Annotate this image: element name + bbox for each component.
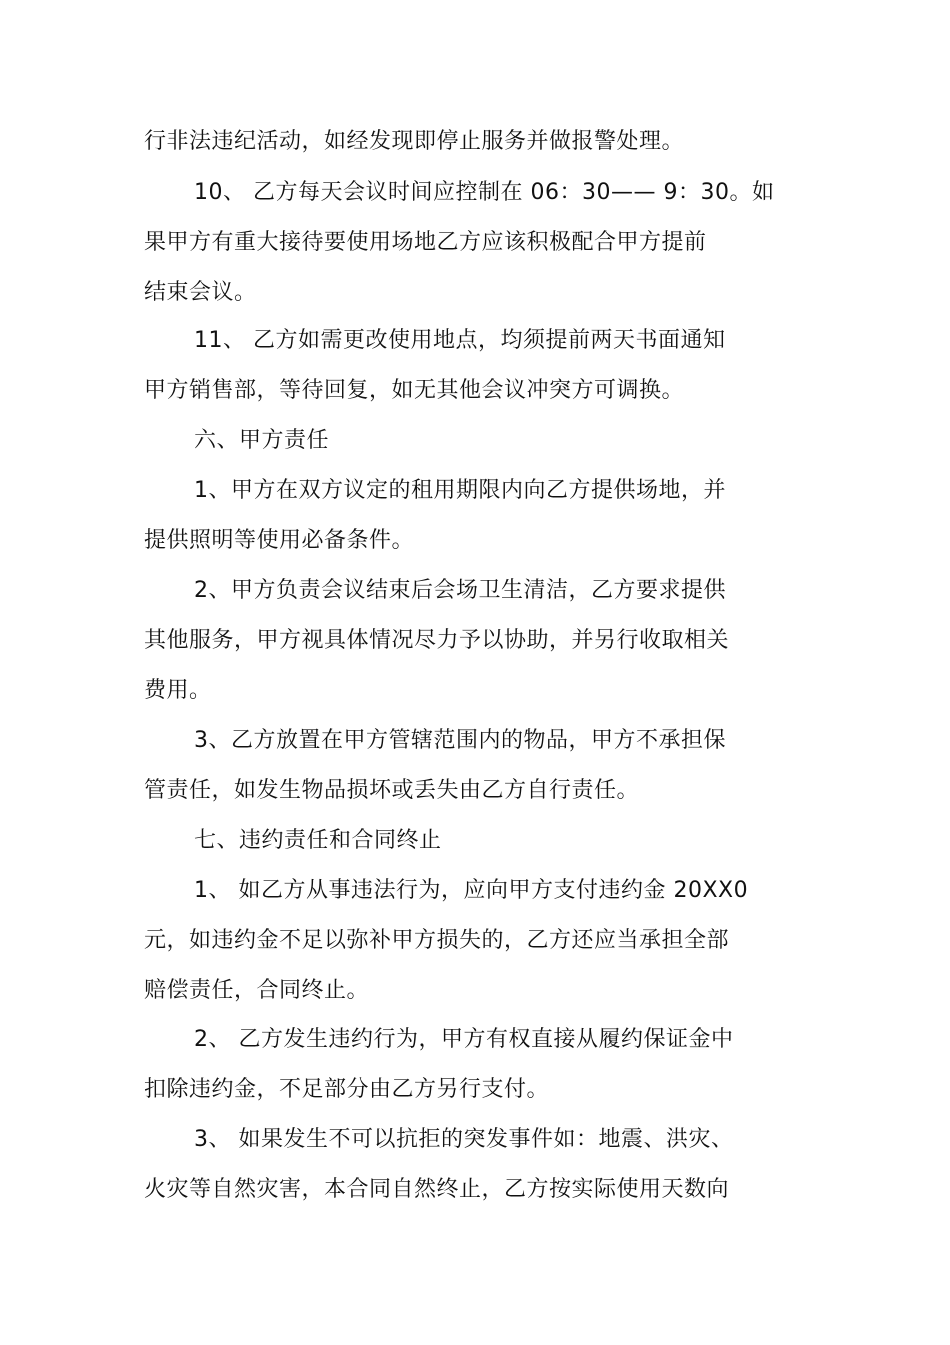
text-line: 2、甲方负责会议结束后会场卫生清洁，乙方要求提供 xyxy=(194,578,726,603)
text-line: 2、 乙方发生违约行为，甲方有权直接从履约保证金中 xyxy=(194,1027,734,1052)
text-line: 元，如违约金不足以弥补甲方损失的，乙方还应当承担全部 xyxy=(144,928,730,953)
text-line: 火灾等自然灾害，本合同自然终止，乙方按实际使用天数向 xyxy=(144,1177,730,1202)
text-line: 10、 乙方每天会议时间应控制在 06：30—— 9：30。如 xyxy=(194,180,775,205)
text-line: 结束会议。 xyxy=(144,280,257,305)
text-line: 扣除违约金，不足部分由乙方另行支付。 xyxy=(144,1077,550,1102)
text-line: 果甲方有重大接待要使用场地乙方应该积极配合甲方提前 xyxy=(144,230,707,255)
section-heading: 六、甲方责任 xyxy=(194,428,330,453)
section-heading: 七、违约责任和合同终止 xyxy=(194,828,442,853)
text-line: 其他服务，甲方视具体情况尽力予以协助，并另行收取相关 xyxy=(144,628,730,653)
text-line: 3、 如果发生不可以抗拒的突发事件如：地震、洪灾、 xyxy=(194,1127,734,1152)
text-line: 提供照明等使用必备条件。 xyxy=(144,528,415,553)
text-line: 3、乙方放置在甲方管辖范围内的物品，甲方不承担保 xyxy=(194,728,726,753)
text-line: 甲方销售部，等待回复，如无其他会议冲突方可调换。 xyxy=(144,378,685,403)
text-line: 1、甲方在双方议定的租用期限内向乙方提供场地，并 xyxy=(194,478,726,503)
text-line: 1、 如乙方从事违法行为，应向甲方支付违约金 20XX0 xyxy=(194,878,749,903)
text-line: 11、 乙方如需更改使用地点，均须提前两天书面通知 xyxy=(194,328,726,353)
text-line: 赔偿责任，合同终止。 xyxy=(144,978,370,1003)
text-line: 费用。 xyxy=(144,678,212,703)
text-line: 行非法违纪活动，如经发现即停止服务并做报警处理。 xyxy=(144,129,685,154)
text-line: 管责任，如发生物品损坏或丢失由乙方自行责任。 xyxy=(144,778,640,803)
